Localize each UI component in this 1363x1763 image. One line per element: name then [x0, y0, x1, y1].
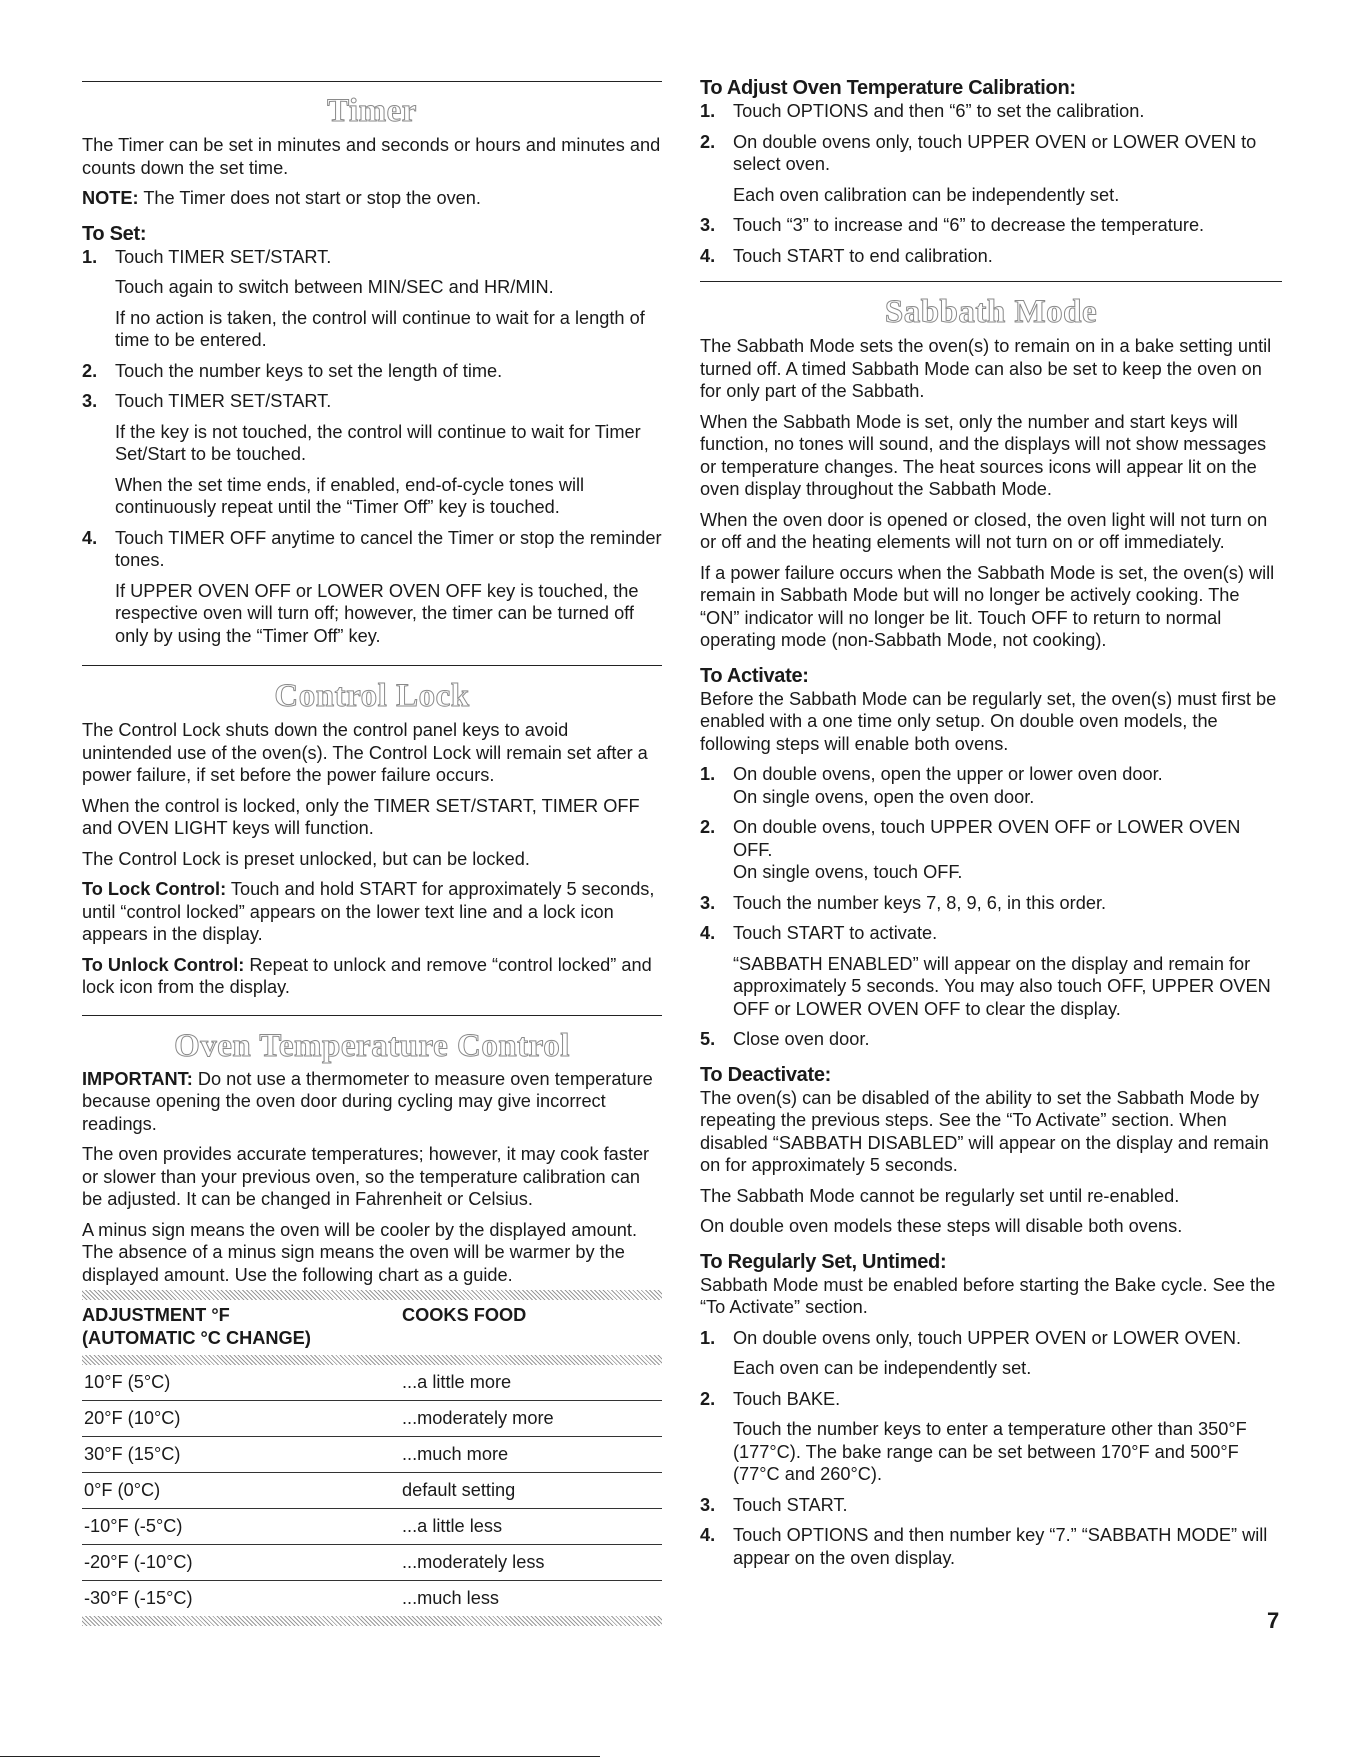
unlock-control-paragraph [82, 954, 662, 999]
important-label: IMPORTANT: [82, 1068, 193, 1089]
list-item [700, 1494, 1282, 1517]
control-lock-p2: When the control is locked, only the TIMER SET/START, TIMER OFF and OVEN LIGHT keys will function. [82, 795, 640, 838]
lock-control-label: To Lock Control: [82, 879, 227, 899]
cooks-food-cell: ...moderately less [402, 1552, 545, 1572]
step-text: Touch “3” to increase and “6” to decrease the temperature. [733, 215, 1205, 235]
important-text: Do not use a thermometer to measure oven temperature because opening the oven door during cycling may give incorrect readings. [82, 1068, 653, 1134]
cooks-food-cell: ...moderately more [402, 1408, 554, 1428]
list-item [700, 816, 1282, 861]
table-row [82, 1509, 662, 1545]
table-top-border [82, 1290, 662, 1300]
sabbath-title: Sabbath Mode [884, 294, 1098, 330]
list-item [700, 1327, 1282, 1350]
step-detail: If the key is not touched, the control will continue to wait for Timer Set/Start to be touched. [115, 421, 641, 464]
left-column [82, 0, 662, 1626]
oven-temp-title: Oven Temperature Control [174, 1027, 570, 1064]
step-detail: On single ovens, touch OFF. [733, 862, 963, 882]
cooks-food-cell: ...a little less [402, 1516, 503, 1536]
step-detail: When the set time ends, if enabled, end-of-cycle tones will continuously repeat until the “Timer Off” key is touched. [115, 474, 585, 517]
oven-temp-p2: The oven provides accurate temperatures; however, it may cook faster or slower than your previous oven, so the temperature calibration can be adjusted. It can be changed in Fahrenheit or Celsius. [82, 1144, 650, 1209]
step-text: Touch TIMER SET/START. [115, 391, 332, 411]
step-detail: If no action is taken, the control will continue to wait for a length of time to be entered. [115, 307, 645, 350]
sabbath-p4: If a power failure occurs when the Sabbath Mode is set, the oven(s) will remain in Sabbath Mode but will no longer be actively cooking. The “ON” indicator will no longer be lit. Touch OFF to return to normal operating mode (non-Sabbath Mode, not cooking). [700, 562, 1275, 650]
step-number: 5. [700, 1029, 716, 1049]
table-row [82, 1473, 662, 1509]
list-item [82, 360, 662, 383]
control-lock-title: Control Lock [274, 678, 470, 714]
list-item [700, 245, 1282, 268]
list-item [700, 922, 1282, 945]
activate-heading: To Activate: [700, 664, 809, 687]
step-number: 1. [82, 246, 98, 267]
step-number: 1. [700, 101, 716, 121]
deactivate-p2: The Sabbath Mode cannot be regularly set until re-enabled. [700, 1185, 1180, 1206]
important-paragraph [82, 1068, 662, 1136]
sabbath-p3: When the oven door is opened or closed, the oven light will not turn on or off and the heating elements will not turn on or off immediately. [700, 509, 1268, 552]
table-bottom-border [82, 1616, 662, 1626]
step-detail: Each oven can be independently set. [733, 1358, 1032, 1378]
step-detail: Touch again to switch between MIN/SEC and HR/MIN. [115, 277, 554, 297]
cooks-food-cell: ...much less [402, 1588, 500, 1608]
note-text: The Timer does not start or stop the oven. [138, 188, 481, 208]
lock-control-text: Touch and hold START for approximately 5 seconds, until “control locked” appears on the lower text line and a lock icon appears in the display. [82, 879, 655, 944]
table-header [82, 1300, 662, 1355]
timer-note [82, 187, 662, 210]
table-row [82, 1401, 662, 1437]
cooks-food-cell: default setting [402, 1480, 516, 1500]
calibration-heading: To Adjust Oven Temperature Calibration: [700, 77, 1076, 99]
regular-set-intro: Sabbath Mode must be enabled before starting the Bake cycle. See the “To Activate” section. [700, 1274, 1276, 1317]
step-text: Touch START to activate. [733, 923, 938, 943]
adjustment-cell: -20°F (-10°C) [84, 1552, 193, 1572]
table-row [82, 1365, 662, 1401]
right-column [700, 0, 1282, 1569]
step-text: Touch BAKE. [733, 1388, 841, 1409]
lock-control-paragraph [82, 878, 662, 946]
cooks-food-cell: ...a little more [402, 1372, 512, 1392]
step-number: 3. [82, 391, 98, 411]
step-text: Touch the number keys 7, 8, 9, 6, in this order. [733, 892, 1107, 913]
step-text: Close oven door. [733, 1029, 870, 1049]
step-text: Touch OPTIONS and then “6” to set the calibration. [733, 101, 1145, 121]
list-item [700, 100, 1282, 123]
sabbath-p2: When the Sabbath Mode is set, only the number and start keys will function, no tones will sound, and the displays will not show messages or temperature changes. The heat sources icons will appear lit on the oven display throughout the Sabbath Mode. [700, 411, 1267, 499]
deactivate-p3: On double oven models these steps will disable both ovens. [700, 1216, 1183, 1236]
activate-intro: Before the Sabbath Mode can be regularly set, the oven(s) must first be enabled with a one time only setup. On double oven models, the following steps will enable both ovens. [700, 688, 1277, 754]
step-text: Touch TIMER SET/START. [115, 246, 332, 267]
control-lock-p1: The Control Lock shuts down the control panel keys to avoid unintended use of the oven(s). The Control Lock will remain set after a power failure, if set before the power failure occurs. [82, 720, 648, 785]
step-number: 3. [700, 1494, 716, 1515]
header-adjustment-line2: (AUTOMATIC °C CHANGE) [82, 1327, 311, 1348]
sabbath-p1: The Sabbath Mode sets the oven(s) to remain on in a bake setting until turned off. A timed Sabbath Mode can also be set to keep the oven on for only part of the Sabbath. [700, 336, 1272, 401]
oven-temp-p3: A minus sign means the oven will be cooler by the displayed amount. The absence of a minus sign means the oven will be warmer by the displayed amount. Use the following chart as a guide. [82, 1219, 638, 1285]
list-item [700, 1028, 1282, 1051]
table-header-border [82, 1355, 662, 1365]
header-adjustment [82, 1304, 402, 1349]
cooks-food-cell: ...much more [402, 1444, 509, 1464]
list-item [700, 892, 1282, 915]
list-item [700, 1388, 1282, 1411]
table-row [82, 1545, 662, 1581]
unlock-control-label: To Unlock Control: [82, 954, 245, 975]
step-number: 4. [700, 923, 716, 943]
list-item [82, 527, 662, 572]
calibration-table-body [82, 1365, 662, 1616]
adjustment-cell: 0°F (0°C) [84, 1480, 161, 1500]
step-number: 2. [700, 1388, 716, 1409]
page-number: 7 [1267, 1608, 1280, 1633]
step-number: 2. [700, 131, 716, 152]
control-lock-p3: The Control Lock is preset unlocked, but can be locked. [82, 848, 530, 869]
step-number: 2. [82, 360, 98, 381]
step-text: Touch START. [733, 1494, 848, 1515]
step-detail: Touch the number keys to enter a temperature other than 350°F (177°C). The bake range can be set between 170°F and 500°F (77°C and 260°C). [733, 1419, 1247, 1484]
header-adjustment-line1: ADJUSTMENT °F [82, 1305, 230, 1325]
step-detail: On single ovens, open the oven door. [733, 786, 1035, 807]
step-number: 3. [700, 215, 716, 235]
step-text: Touch the number keys to set the length of time. [115, 360, 503, 381]
regular-set-heading: To Regularly Set, Untimed: [700, 1250, 947, 1273]
step-detail: If UPPER OVEN OFF or LOWER OVEN OFF key is touched, the respective oven will turn off; however, the timer can be turned off only by using the “Timer Off” key. [115, 580, 639, 646]
list-item [700, 214, 1282, 237]
list-item [700, 1524, 1282, 1569]
step-number: 4. [700, 245, 716, 266]
step-detail: “SABBATH ENABLED” will appear on the display and remain for approximately 5 seconds. You may also touch OFF, UPPER OVEN OFF or LOWER OVEN OFF to clear the display. [733, 953, 1271, 1019]
table-row [82, 1581, 662, 1616]
step-text: Touch START to end calibration. [733, 245, 993, 266]
table-row [82, 1437, 662, 1473]
deactivate-heading: To Deactivate: [700, 1063, 832, 1086]
step-text: Touch OPTIONS and then number key “7.” “SABBATH MODE” will appear on the oven display. [733, 1525, 1268, 1568]
step-text: On double ovens, open the upper or lower oven door. [733, 764, 1163, 784]
list-item [82, 246, 662, 269]
list-item [700, 131, 1282, 176]
step-detail: Each oven calibration can be independently set. [733, 184, 1120, 205]
header-cooks-food: COOKS FOOD [402, 1305, 527, 1325]
adjustment-cell: -10°F (-5°C) [84, 1516, 183, 1536]
step-number: 4. [82, 527, 98, 548]
step-number: 3. [700, 892, 716, 913]
step-text: On double ovens, touch UPPER OVEN OFF or LOWER OVEN OFF. [733, 817, 1241, 860]
unlock-control-text: Repeat to unlock and remove “control locked” and lock icon from the display. [82, 954, 652, 997]
note-label: NOTE: [82, 188, 139, 208]
step-number: 1. [700, 764, 716, 784]
step-number: 4. [700, 1525, 716, 1545]
step-text: Touch TIMER OFF anytime to cancel the Timer or stop the reminder tones. [115, 527, 662, 570]
bottom-rule [0, 1756, 600, 1757]
deactivate-p1: The oven(s) can be disabled of the ability to set the Sabbath Mode by repeating the previous steps. See the “To Activate” section. When disabled “SABBATH DISABLED” will appear on the display and remain on for approximately 5 seconds. [700, 1087, 1269, 1175]
step-text: On double ovens only, touch UPPER OVEN or LOWER OVEN to select oven. [733, 131, 1257, 174]
adjustment-cell: 20°F (10°C) [84, 1408, 181, 1428]
timer-title: Timer [327, 93, 417, 129]
list-item [700, 763, 1282, 786]
to-set-heading: To Set: [82, 222, 147, 245]
timer-intro: The Timer can be set in minutes and seconds or hours and minutes and counts down the set time. [82, 135, 661, 178]
step-number: 2. [700, 817, 716, 837]
step-text: On double ovens only, touch UPPER OVEN or LOWER OVEN. [733, 1327, 1242, 1348]
adjustment-cell: 30°F (15°C) [84, 1444, 181, 1464]
adjustment-cell: -30°F (-15°C) [84, 1588, 193, 1608]
adjustment-cell: 10°F (5°C) [84, 1372, 171, 1392]
list-item [82, 390, 662, 413]
step-number: 1. [700, 1327, 716, 1348]
